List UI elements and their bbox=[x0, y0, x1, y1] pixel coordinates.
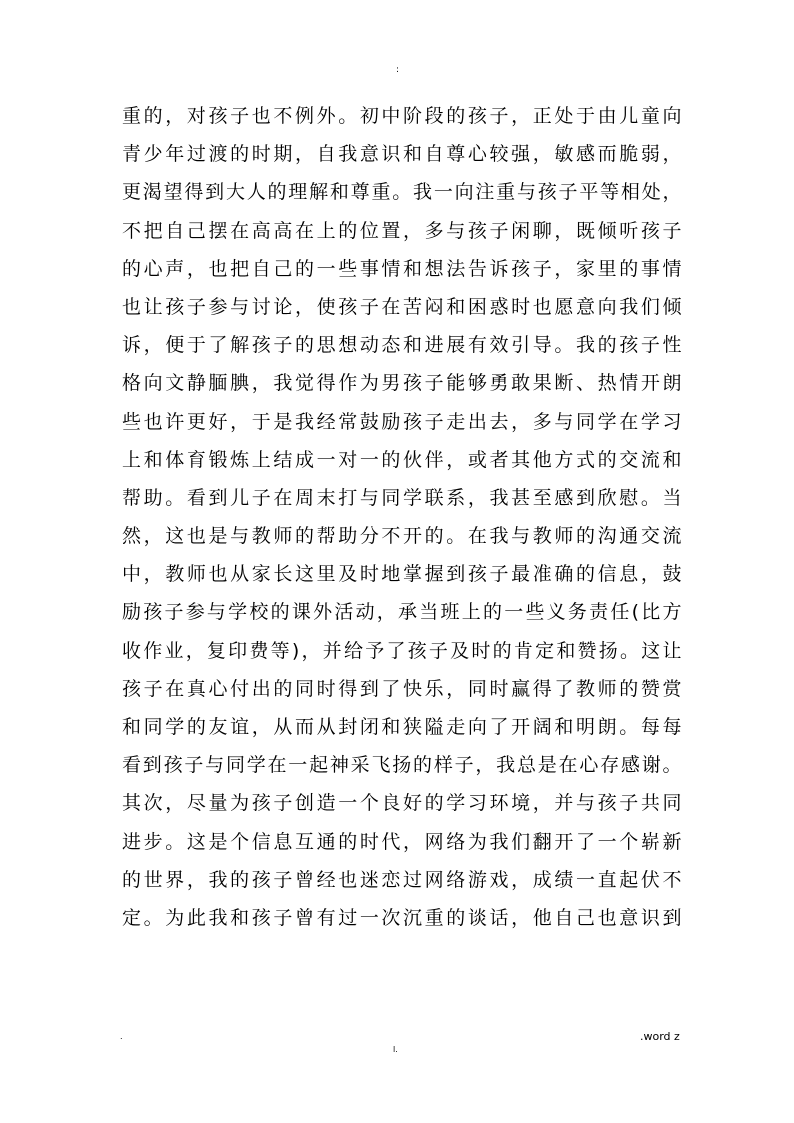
text-line: 其次，尽量为孩子创造一个良好的学习环境，并与孩子共同 bbox=[122, 792, 682, 815]
page-number: l. bbox=[393, 1045, 398, 1054]
text-line: 诉，便于了解孩子的思想动态和进展有效引导。我的孩子性 bbox=[122, 334, 682, 357]
text-line: 青少年过渡的时期，自我意识和自尊心较强，敏感而脆弱， bbox=[122, 143, 682, 166]
text-line: 不把自己摆在高高在上的位置，多与孩子闲聊，既倾听孩子 bbox=[122, 219, 682, 242]
text-line: 定。为此我和孩子曾有过一次沉重的谈话，他自己也意识到 bbox=[122, 906, 682, 929]
text-line: 然，这也是与教师的帮助分不开的。在我与教师的沟通交流 bbox=[122, 525, 682, 548]
text-line: 也让孩子参与讨论，使孩子在苦闷和困惑时也愿意向我们倾 bbox=[122, 295, 682, 318]
text-line: 些也许更好，于是我经常鼓励孩子走出去，多与同学在学习 bbox=[122, 410, 682, 433]
text-line: 帮助。看到儿子在周末打与同学联系，我甚至感到欣慰。当 bbox=[122, 486, 682, 509]
text-line: 进步。这是个信息互通的时代，网络为我们翻开了一个崭新 bbox=[122, 830, 682, 853]
text-line: 的心声，也把自己的一些事情和想法告诉孩子，家里的事情 bbox=[122, 257, 682, 280]
header-mark: : bbox=[396, 65, 400, 75]
text-line: 中，教师也从家长这里及时地掌握到孩子最准确的信息，鼓 bbox=[122, 563, 682, 586]
text-line: 看到孩子与同学在一起神采飞扬的样子，我总是在心存感谢。 bbox=[122, 754, 682, 777]
footer-word-label: .word z bbox=[640, 1030, 680, 1043]
text-line: 孩子在真心付出的同时得到了快乐，同时赢得了教师的赞赏 bbox=[122, 677, 682, 700]
text-line: 励孩子参与学校的课外活动，承当班上的一些义务责任(比方 bbox=[122, 601, 682, 624]
document-body bbox=[122, 97, 682, 937]
text-line: 和同学的友谊，从而从封闭和狭隘走向了开阔和明朗。每每 bbox=[122, 716, 682, 738]
text-line: 格向文静腼腆，我觉得作为男孩子能够勇敢果断、热情开朗 bbox=[122, 372, 682, 395]
text-line: 更渴望得到大人的理解和尊重。我一向注重与孩子平等相处， bbox=[122, 181, 682, 204]
footer-left-mark: . bbox=[120, 1032, 123, 1041]
text-line: 重的，对孩子也不例外。初中阶段的孩子，正处于由儿童向 bbox=[122, 105, 682, 127]
text-line: 收作业，复印费等)，并给予了孩子及时的肯定和赞扬。这让 bbox=[122, 639, 682, 662]
text-line: 上和体育锻炼上结成一对一的伙伴，或者其他方式的交流和 bbox=[122, 448, 682, 471]
text-line: 的世界，我的孩子曾经也迷恋过网络游戏，成绩一直起伏不 bbox=[122, 868, 682, 891]
